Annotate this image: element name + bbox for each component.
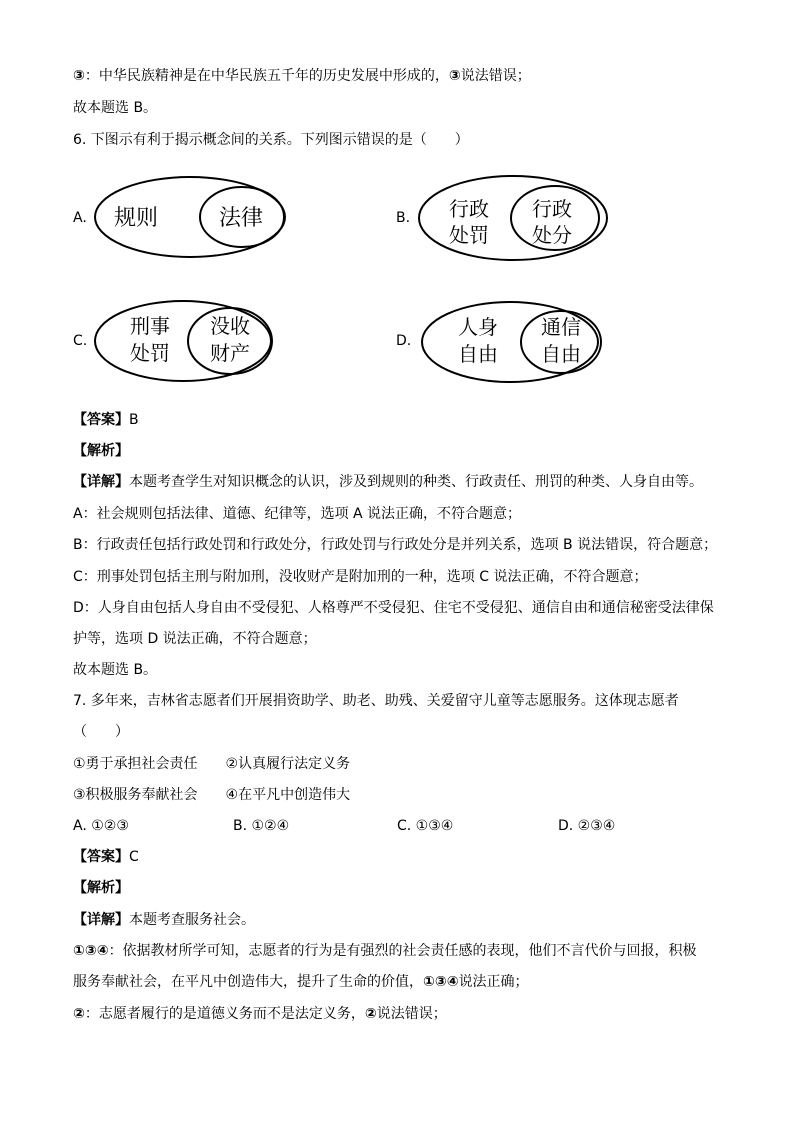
explanation-6a: A：社会规则包括法律、道德、纪律等，选项 A 说法正确，不符合题意；: [73, 506, 522, 522]
diagram-b: [396, 176, 607, 260]
answer-6: 【答案】B: [73, 412, 139, 428]
statements-1-2: ①勇于承担社会责任 ②认真履行法定义务: [73, 756, 351, 772]
diagram-d: [396, 302, 601, 382]
explanation-6b: B：行政责任包括行政处罚和行政处分，行政处罚与行政处分是并列关系，选项 B 说法错误，符合题意；: [73, 537, 718, 553]
diagram-d-inner-text-1: 通信: [541, 315, 581, 339]
diagram-c-label: C.: [73, 333, 88, 349]
diagram-c: [73, 301, 272, 381]
diagram-b-outer-text-1: 行政: [449, 197, 489, 221]
diagram-a-outer-text: 规则: [114, 206, 159, 231]
diagram-a: [73, 177, 285, 257]
diagram-b-inner-text-2: 处分: [532, 223, 572, 247]
question-7-line2: （ ）: [73, 724, 129, 740]
q7-option-b: B. ①②④: [233, 818, 290, 834]
concept-diagram: [0, 170, 794, 400]
diagram-c-inner-text-2: 财产: [210, 341, 250, 365]
diagram-a-label: A.: [73, 210, 87, 226]
detail-6: 【详解】本题考查学生对知识概念的认识，涉及到规则的种类、行政责任、刑罚的种类、人身自由等。: [73, 474, 703, 490]
diagram-b-outer-text-2: 处罚: [449, 223, 489, 247]
explanation-7-2: ②：志愿者履行的是道德义务而不是法定义务，②说法错误；: [73, 1006, 447, 1022]
diagram-c-outer-text-2: 处罚: [130, 341, 170, 365]
diagram-c-outer-text-1: 刑事: [130, 314, 170, 338]
diagram-b-outer-ellipse: [419, 176, 607, 260]
question-6: 6. 下图示有利于揭示概念间的关系。下列图示错误的是（ ）: [73, 132, 469, 148]
explanation-line-3: ③：中华民族精神是在中华民族五千年的历史发展中形成的，③说法错误；: [73, 68, 531, 84]
analysis-heading-6: 【解析】: [73, 443, 129, 459]
explanation-6d-line1: D：人身自由包括人身自由不受侵犯、人格尊严不受侵犯、住宅不受侵犯、通信自由和通信秘密受法律保: [73, 600, 714, 616]
diagram-d-label: D.: [396, 333, 412, 349]
q7-option-a: A. ①②③: [73, 818, 129, 834]
explanation-7-134-line2: 服务奉献社会，在平凡中创造伟大，提升了生命的价值，①③④说法正确；: [73, 974, 529, 990]
q7-option-c: C. ①③④: [397, 818, 454, 834]
diagram-b-inner-text-1: 行政: [532, 197, 572, 221]
question-7-line1: 7. 多年来，吉林省志愿者们开展捐资助学、助老、助残、关爱留守儿童等志愿服务。这体现志愿者: [73, 693, 679, 709]
diagram-d-outer-text-1: 人身: [458, 315, 498, 339]
diagram-c-inner-text-1: 没收: [210, 314, 250, 338]
statements-3-4: ③积极服务奉献社会 ④在平凡中创造伟大: [73, 787, 351, 803]
analysis-heading-7: 【解析】: [73, 880, 129, 896]
q7-option-d: D. ②③④: [558, 818, 616, 834]
diagram-d-outer-text-2: 自由: [458, 342, 498, 366]
diagram-b-label: B.: [396, 210, 411, 226]
explanation-6d-line2: 护等，选项 D 说法正确，不符合题意；: [73, 631, 317, 647]
diagram-d-inner-text-2: 自由: [541, 342, 581, 366]
explanation-7-134-line1: ①③④：依据教材所学可知，志愿者的行为是有强烈的社会责任感的表现，他们不言代价与回报，积极: [73, 943, 697, 959]
explanation-6c: C：刑事处罚包括主刑与附加刑，没收财产是附加刑的一种，选项 C 说法正确，不符合题意；: [73, 569, 648, 585]
diagram-a-inner-text: 法律: [219, 206, 264, 231]
conclusion-q5: 故本题选 B。: [73, 100, 158, 116]
conclusion-q6: 故本题选 B。: [73, 662, 158, 678]
detail-7: 【详解】本题考查服务社会。: [73, 912, 255, 928]
answer-7: 【答案】C: [73, 849, 139, 865]
